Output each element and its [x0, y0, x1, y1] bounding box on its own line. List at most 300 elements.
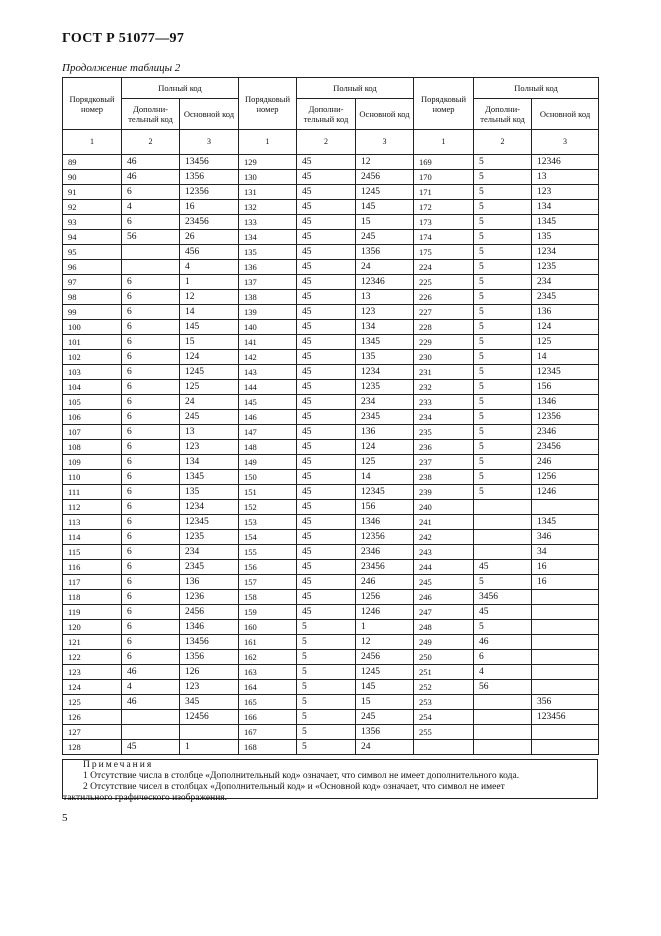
- table-row: [63, 200, 599, 215]
- additional-code-cell: 6: [122, 320, 180, 335]
- ordinal-cell: 230: [414, 350, 474, 365]
- main-code-cell: [532, 605, 599, 620]
- header-additional-code: Дополни-тельный код: [474, 99, 532, 130]
- additional-code-cell: 5: [474, 410, 532, 425]
- table-row: [63, 725, 599, 740]
- additional-code-cell: 5: [474, 335, 532, 350]
- main-code-cell: [532, 500, 599, 515]
- header-main-code: Основной код: [356, 99, 414, 130]
- main-code-cell: 156: [356, 500, 414, 515]
- ordinal-cell: 94: [63, 230, 122, 245]
- main-code-cell: 125: [356, 455, 414, 470]
- ordinal-cell: 100: [63, 320, 122, 335]
- table-row: [63, 455, 599, 470]
- ordinal-cell: 92: [63, 200, 122, 215]
- main-code-cell: 123: [180, 680, 239, 695]
- main-code-cell: 234: [356, 395, 414, 410]
- ordinal-cell: 168: [239, 740, 297, 755]
- notes-heading: Примечания: [83, 760, 154, 770]
- table-row: [63, 665, 599, 680]
- table-row: [63, 365, 599, 380]
- ordinal-cell: 255: [414, 725, 474, 740]
- main-code-cell: 1236: [180, 590, 239, 605]
- ordinal-cell: 90: [63, 170, 122, 185]
- main-code-cell: 134: [532, 200, 599, 215]
- main-code-cell: 12356: [356, 530, 414, 545]
- main-code-cell: 13456: [180, 155, 239, 170]
- main-code-cell: 2345: [180, 560, 239, 575]
- main-code-cell: 12346: [532, 155, 599, 170]
- main-code-cell: 145: [356, 200, 414, 215]
- main-code-cell: 1235: [356, 380, 414, 395]
- additional-code-cell: 6: [122, 650, 180, 665]
- ordinal-cell: 106: [63, 410, 122, 425]
- additional-code-cell: 5: [474, 470, 532, 485]
- main-code-cell: 2345: [532, 290, 599, 305]
- main-code-cell: 24: [180, 395, 239, 410]
- ordinal-cell: 120: [63, 620, 122, 635]
- table-row: [63, 155, 599, 170]
- table-row: [63, 500, 599, 515]
- main-code-cell: 1245: [356, 665, 414, 680]
- ordinal-cell: 121: [63, 635, 122, 650]
- ordinal-cell: 253: [414, 695, 474, 710]
- main-code-cell: 1234: [356, 365, 414, 380]
- main-code-cell: 1234: [532, 245, 599, 260]
- main-code-cell: 135: [532, 230, 599, 245]
- additional-code-cell: 45: [474, 560, 532, 575]
- ordinal-cell: 243: [414, 545, 474, 560]
- column-index: 1: [239, 130, 297, 155]
- ordinal-cell: 111: [63, 485, 122, 500]
- ordinal-cell: 252: [414, 680, 474, 695]
- table-row: [63, 350, 599, 365]
- ordinal-cell: 174: [414, 230, 474, 245]
- additional-code-cell: 5: [474, 620, 532, 635]
- main-code-cell: 1356: [180, 650, 239, 665]
- ordinal-cell: 250: [414, 650, 474, 665]
- ordinal-cell: 231: [414, 365, 474, 380]
- ordinal-cell: 95: [63, 245, 122, 260]
- ordinal-cell: 175: [414, 245, 474, 260]
- main-code-cell: [532, 740, 599, 755]
- additional-code-cell: 45: [297, 380, 356, 395]
- additional-code-cell: 5: [297, 635, 356, 650]
- note-2: 2 Отсутствие чисел в столбцах «Дополнительный код» и «Основной код» означает, что символ не имеет: [83, 782, 505, 792]
- ordinal-cell: 103: [63, 365, 122, 380]
- main-code-cell: 13: [180, 425, 239, 440]
- notes-block: [62, 759, 598, 803]
- additional-code-cell: 5: [474, 395, 532, 410]
- ordinal-cell: 226: [414, 290, 474, 305]
- additional-code-cell: 6: [122, 485, 180, 500]
- ordinal-cell: 157: [239, 575, 297, 590]
- main-code-cell: 1: [180, 275, 239, 290]
- additional-code-cell: 6: [122, 365, 180, 380]
- additional-code-cell: 6: [122, 395, 180, 410]
- main-code-cell: 15: [180, 335, 239, 350]
- additional-code-cell: 5: [474, 575, 532, 590]
- main-code-cell: [532, 680, 599, 695]
- additional-code-cell: 5: [297, 695, 356, 710]
- table-row: [63, 740, 599, 755]
- main-code-cell: 136: [180, 575, 239, 590]
- header-full-code: Полный код: [122, 78, 239, 99]
- additional-code-cell: 6: [122, 605, 180, 620]
- header-ordinal: Порядковый номер: [414, 78, 474, 130]
- additional-code-cell: 6: [122, 455, 180, 470]
- main-code-cell: 1356: [356, 245, 414, 260]
- ordinal-cell: 119: [63, 605, 122, 620]
- main-code-cell: 12456: [180, 710, 239, 725]
- ordinal-cell: 98: [63, 290, 122, 305]
- ordinal-cell: 99: [63, 305, 122, 320]
- main-code-cell: 1346: [532, 395, 599, 410]
- main-code-cell: 13456: [180, 635, 239, 650]
- additional-code-cell: 56: [474, 680, 532, 695]
- main-code-cell: 134: [180, 455, 239, 470]
- main-code-cell: 12345: [356, 485, 414, 500]
- main-code-cell: 26: [180, 230, 239, 245]
- main-code-cell: 14: [356, 470, 414, 485]
- table-row: [63, 470, 599, 485]
- table-row: [63, 245, 599, 260]
- main-code-cell: 1245: [356, 185, 414, 200]
- additional-code-cell: 5: [297, 710, 356, 725]
- ordinal-cell: 234: [414, 410, 474, 425]
- additional-code-cell: [474, 695, 532, 710]
- main-code-cell: 135: [356, 350, 414, 365]
- ordinal-cell: 91: [63, 185, 122, 200]
- main-code-cell: 2456: [356, 170, 414, 185]
- additional-code-cell: 45: [297, 230, 356, 245]
- additional-code-cell: 45: [297, 545, 356, 560]
- ordinal-cell: 167: [239, 725, 297, 740]
- ordinal-cell: 132: [239, 200, 297, 215]
- additional-code-cell: 45: [297, 320, 356, 335]
- main-code-cell: 124: [532, 320, 599, 335]
- additional-code-cell: 46: [122, 695, 180, 710]
- ordinal-cell: 233: [414, 395, 474, 410]
- ordinal-cell: 236: [414, 440, 474, 455]
- ordinal-cell: 105: [63, 395, 122, 410]
- additional-code-cell: 45: [297, 500, 356, 515]
- additional-code-cell: [474, 740, 532, 755]
- additional-code-cell: 5: [474, 380, 532, 395]
- main-code-cell: [532, 620, 599, 635]
- additional-code-cell: 45: [474, 605, 532, 620]
- additional-code-cell: 45: [297, 425, 356, 440]
- ordinal-cell: 158: [239, 590, 297, 605]
- main-code-cell: 16: [532, 560, 599, 575]
- table-row: [63, 620, 599, 635]
- additional-code-cell: 5: [474, 260, 532, 275]
- additional-code-cell: 46: [474, 635, 532, 650]
- ordinal-cell: 151: [239, 485, 297, 500]
- ordinal-cell: 89: [63, 155, 122, 170]
- ordinal-cell: 109: [63, 455, 122, 470]
- additional-code-cell: 45: [297, 365, 356, 380]
- ordinal-cell: 170: [414, 170, 474, 185]
- additional-code-cell: 6: [122, 590, 180, 605]
- additional-code-cell: 6: [122, 545, 180, 560]
- main-code-cell: 1345: [532, 515, 599, 530]
- main-code-cell: 245: [356, 230, 414, 245]
- header-full-code: Полный код: [474, 78, 599, 99]
- additional-code-cell: 5: [297, 650, 356, 665]
- main-code-cell: 1246: [532, 485, 599, 500]
- ordinal-cell: 171: [414, 185, 474, 200]
- table-row: [63, 170, 599, 185]
- main-code-cell: 34: [532, 545, 599, 560]
- column-index: 2: [297, 130, 356, 155]
- additional-code-cell: 5: [474, 215, 532, 230]
- main-code-cell: 234: [180, 545, 239, 560]
- ordinal-cell: 149: [239, 455, 297, 470]
- ordinal-cell: 145: [239, 395, 297, 410]
- additional-code-cell: 6: [122, 470, 180, 485]
- column-index: 3: [356, 130, 414, 155]
- additional-code-cell: 5: [474, 365, 532, 380]
- additional-code-cell: 45: [297, 485, 356, 500]
- main-code-cell: 1345: [356, 335, 414, 350]
- ordinal-cell: 116: [63, 560, 122, 575]
- ordinal-cell: 129: [239, 155, 297, 170]
- additional-code-cell: [474, 500, 532, 515]
- main-code-cell: 13: [356, 290, 414, 305]
- ordinal-cell: 140: [239, 320, 297, 335]
- ordinal-cell: 141: [239, 335, 297, 350]
- main-code-cell: 14: [180, 305, 239, 320]
- main-code-cell: 1256: [532, 470, 599, 485]
- table-body: [63, 155, 599, 755]
- main-code-cell: 12356: [180, 185, 239, 200]
- main-code-cell: 123: [356, 305, 414, 320]
- ordinal-cell: 123: [63, 665, 122, 680]
- table-row: [63, 710, 599, 725]
- additional-code-cell: 5: [474, 275, 532, 290]
- main-code-cell: 346: [532, 530, 599, 545]
- additional-code-cell: 6: [122, 350, 180, 365]
- main-code-cell: 1346: [180, 620, 239, 635]
- additional-code-cell: 6: [122, 185, 180, 200]
- main-code-cell: 136: [532, 305, 599, 320]
- additional-code-cell: 6: [122, 215, 180, 230]
- main-code-cell: 135: [180, 485, 239, 500]
- ordinal-cell: 126: [63, 710, 122, 725]
- main-code-cell: 356: [532, 695, 599, 710]
- header-full-code: Полный код: [297, 78, 414, 99]
- additional-code-cell: [474, 725, 532, 740]
- ordinal-cell: 127: [63, 725, 122, 740]
- table-row: [63, 185, 599, 200]
- ordinal-cell: 162: [239, 650, 297, 665]
- additional-code-cell: 4: [122, 200, 180, 215]
- main-code-cell: 1: [356, 620, 414, 635]
- additional-code-cell: 45: [297, 335, 356, 350]
- additional-code-cell: 5: [474, 170, 532, 185]
- main-code-cell: 246: [532, 455, 599, 470]
- table-row: [63, 695, 599, 710]
- table-row: [63, 590, 599, 605]
- table-row: [63, 680, 599, 695]
- ordinal-cell: 169: [414, 155, 474, 170]
- additional-code-cell: 5: [474, 425, 532, 440]
- ordinal-cell: 254: [414, 710, 474, 725]
- table-row: [63, 290, 599, 305]
- ordinal-cell: 224: [414, 260, 474, 275]
- ordinal-cell: 138: [239, 290, 297, 305]
- ordinal-cell: 242: [414, 530, 474, 545]
- main-code-cell: 12346: [356, 275, 414, 290]
- table-row: [63, 515, 599, 530]
- additional-code-cell: 6: [122, 635, 180, 650]
- ordinal-cell: [414, 740, 474, 755]
- main-code-cell: 1356: [180, 170, 239, 185]
- additional-code-cell: 5: [474, 350, 532, 365]
- main-code-cell: 1: [180, 740, 239, 755]
- main-code-cell: 245: [180, 410, 239, 425]
- additional-code-cell: 45: [297, 275, 356, 290]
- main-code-cell: 1345: [180, 470, 239, 485]
- additional-code-cell: 45: [297, 440, 356, 455]
- additional-code-cell: 5: [297, 680, 356, 695]
- header-main-code: Основной код: [180, 99, 239, 130]
- ordinal-cell: 147: [239, 425, 297, 440]
- column-index: 1: [63, 130, 122, 155]
- ordinal-cell: 133: [239, 215, 297, 230]
- ordinal-cell: 110: [63, 470, 122, 485]
- main-code-cell: 145: [180, 320, 239, 335]
- main-code-cell: [532, 725, 599, 740]
- table-row: [63, 335, 599, 350]
- header-main-code: Основной код: [532, 99, 599, 130]
- ordinal-cell: 165: [239, 695, 297, 710]
- additional-code-cell: 45: [297, 290, 356, 305]
- main-code-cell: 1345: [532, 215, 599, 230]
- main-code-cell: 2345: [356, 410, 414, 425]
- table-row: [63, 305, 599, 320]
- additional-code-cell: 6: [122, 515, 180, 530]
- main-code-cell: 12: [356, 635, 414, 650]
- table-row: [63, 410, 599, 425]
- ordinal-cell: 117: [63, 575, 122, 590]
- ordinal-cell: 237: [414, 455, 474, 470]
- additional-code-cell: 6: [122, 275, 180, 290]
- additional-code-cell: 45: [297, 350, 356, 365]
- additional-code-cell: 5: [474, 155, 532, 170]
- additional-code-cell: 5: [297, 740, 356, 755]
- ordinal-cell: 137: [239, 275, 297, 290]
- ordinal-cell: 247: [414, 605, 474, 620]
- additional-code-cell: 45: [122, 740, 180, 755]
- additional-code-cell: 6: [122, 425, 180, 440]
- document-title: ГОСТ Р 51077—97: [62, 31, 185, 46]
- ordinal-cell: 122: [63, 650, 122, 665]
- table-row: [63, 545, 599, 560]
- main-code-cell: 15: [356, 215, 414, 230]
- additional-code-cell: 5: [474, 440, 532, 455]
- table-row: [63, 635, 599, 650]
- additional-code-cell: 45: [297, 215, 356, 230]
- ordinal-cell: 114: [63, 530, 122, 545]
- ordinal-cell: 248: [414, 620, 474, 635]
- ordinal-cell: 96: [63, 260, 122, 275]
- ordinal-cell: 150: [239, 470, 297, 485]
- additional-code-cell: 45: [297, 530, 356, 545]
- ordinal-cell: 241: [414, 515, 474, 530]
- additional-code-cell: 45: [297, 575, 356, 590]
- main-code-cell: 16: [180, 200, 239, 215]
- main-code-cell: 134: [356, 320, 414, 335]
- ordinal-cell: 128: [63, 740, 122, 755]
- additional-code-cell: 46: [122, 665, 180, 680]
- main-code-cell: 125: [532, 335, 599, 350]
- additional-code-cell: 45: [297, 155, 356, 170]
- main-code-cell: 23456: [356, 560, 414, 575]
- additional-code-cell: 4: [474, 665, 532, 680]
- ordinal-cell: 161: [239, 635, 297, 650]
- additional-code-cell: 6: [122, 575, 180, 590]
- main-code-cell: 1256: [356, 590, 414, 605]
- additional-code-cell: 45: [297, 410, 356, 425]
- additional-code-cell: 56: [122, 230, 180, 245]
- additional-code-cell: 6: [122, 410, 180, 425]
- ordinal-cell: 124: [63, 680, 122, 695]
- main-code-cell: 12345: [532, 365, 599, 380]
- additional-code-cell: 5: [297, 665, 356, 680]
- additional-code-cell: 5: [297, 725, 356, 740]
- main-code-cell: 24: [356, 740, 414, 755]
- ordinal-cell: 148: [239, 440, 297, 455]
- ordinal-cell: 104: [63, 380, 122, 395]
- table-row: [63, 485, 599, 500]
- additional-code-cell: 5: [474, 200, 532, 215]
- main-code-cell: 125: [180, 380, 239, 395]
- additional-code-cell: [122, 245, 180, 260]
- table-row: [63, 560, 599, 575]
- main-code-cell: 124: [356, 440, 414, 455]
- additional-code-cell: [474, 530, 532, 545]
- ordinal-cell: 166: [239, 710, 297, 725]
- main-code-cell: 123: [532, 185, 599, 200]
- additional-code-cell: 6: [122, 440, 180, 455]
- main-code-cell: 12: [180, 290, 239, 305]
- additional-code-cell: 45: [297, 590, 356, 605]
- ordinal-cell: 239: [414, 485, 474, 500]
- ordinal-cell: 240: [414, 500, 474, 515]
- additional-code-cell: 45: [297, 200, 356, 215]
- additional-code-cell: [122, 710, 180, 725]
- table-row: [63, 395, 599, 410]
- ordinal-cell: 115: [63, 545, 122, 560]
- table-caption: Продолжение таблицы 2: [62, 62, 181, 74]
- column-index: 3: [532, 130, 599, 155]
- table-row: [63, 605, 599, 620]
- ordinal-cell: 113: [63, 515, 122, 530]
- main-code-cell: 2346: [356, 545, 414, 560]
- ordinal-cell: 108: [63, 440, 122, 455]
- main-code-cell: 2456: [356, 650, 414, 665]
- main-code-cell: 123: [180, 440, 239, 455]
- additional-code-cell: 45: [297, 515, 356, 530]
- main-code-cell: 12345: [180, 515, 239, 530]
- table-row: [63, 260, 599, 275]
- ordinal-cell: 136: [239, 260, 297, 275]
- table-row: [63, 650, 599, 665]
- table-row: [63, 530, 599, 545]
- ordinal-cell: 125: [63, 695, 122, 710]
